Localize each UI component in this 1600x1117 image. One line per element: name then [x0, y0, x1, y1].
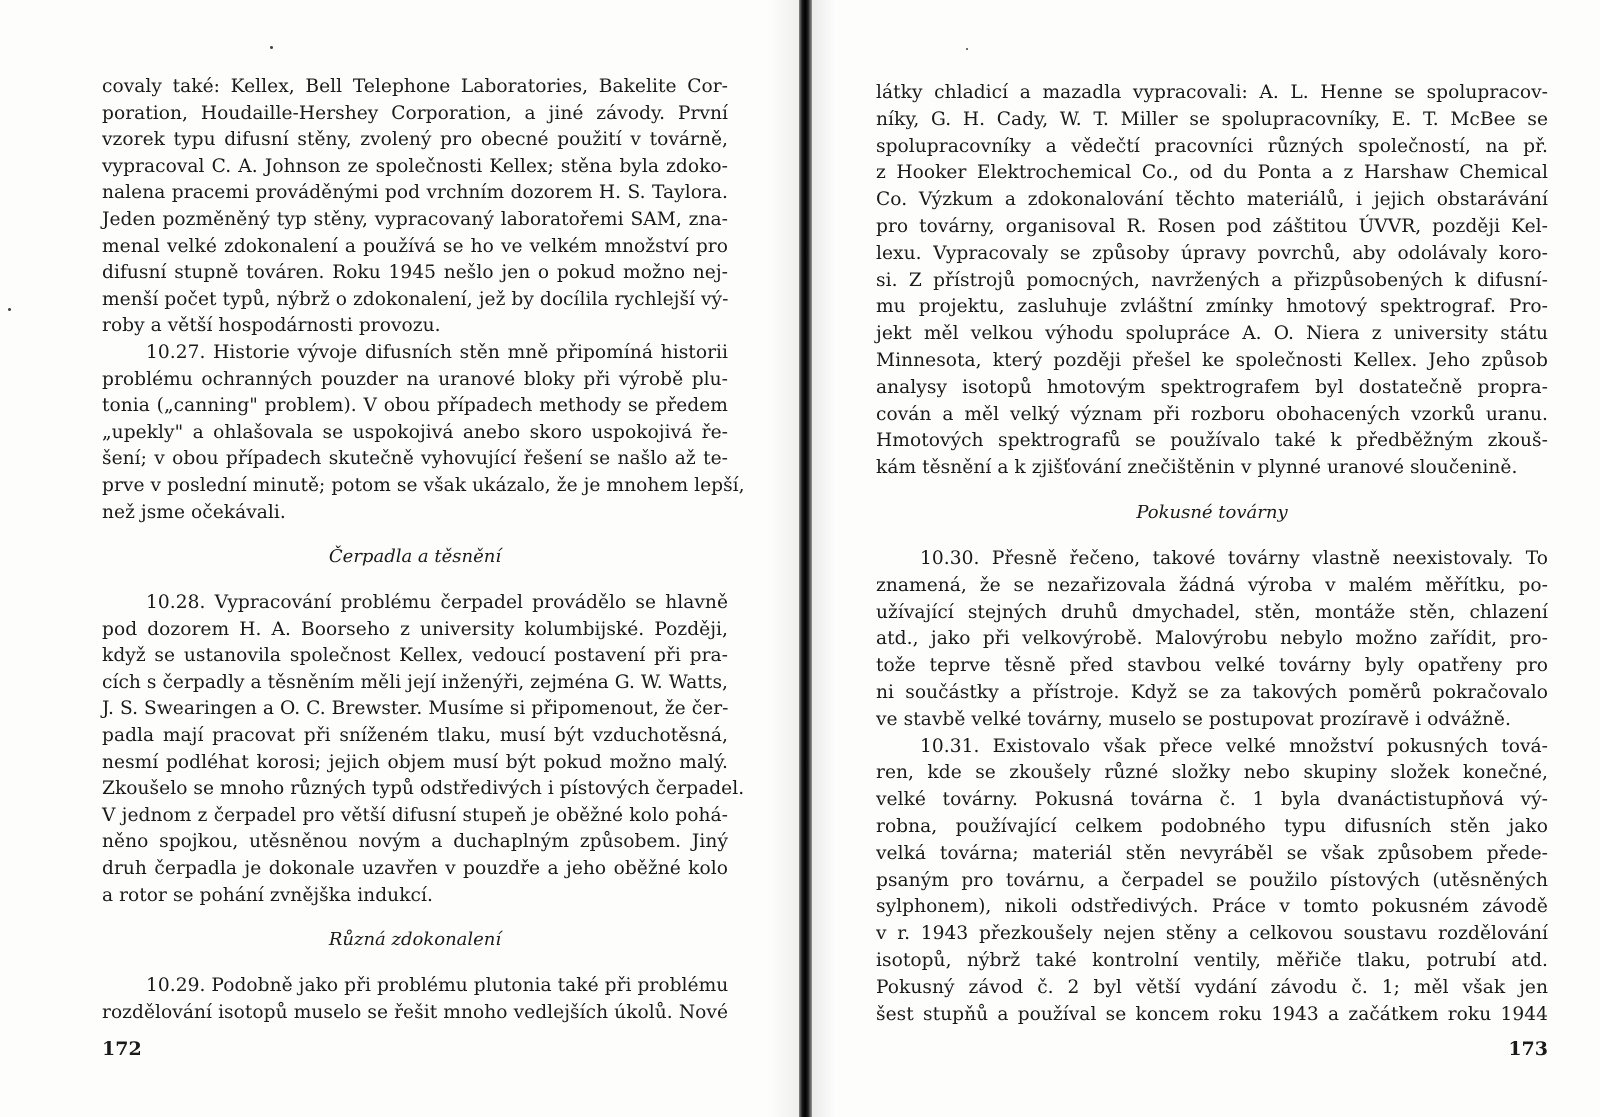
text-line: a rotor se pohání zvnějška indukcí.: [102, 884, 433, 906]
text-line: velká továrna; materiál stěn nevyráběl se však způsobem přede-: [876, 842, 1548, 864]
text-line: mu projektu, zasluhuje zvláštní zmínky hmotový spektrograf. Pro-: [876, 296, 1548, 318]
text-line: ve stavbě velké továrny, muselo se postupovat prozíravě i odvážně.: [876, 708, 1511, 730]
text-line: analysy isotopů hmotovým spektrografem byl dostatečně propra-: [876, 376, 1548, 398]
text-line: cích s čerpadly a těsněním měli její inženýři, zejména G. W. Watts,: [102, 671, 729, 693]
text-line: rozdělování isotopů muselo se řešit mnoho vedlejších úkolů. Nové: [102, 1001, 728, 1023]
text-line: J. S. Swearingen a O. C. Brewster. Musíme si připomenout, že čer-: [102, 698, 729, 720]
page-number-right: 173: [1508, 1038, 1548, 1060]
paragraph-start-10-28: 10.28. Vypracování problému čerpadel provádělo se hlavně: [146, 592, 728, 614]
text-line: Zkoušelo se mnoho různých typů odstředivých i pístových čerpadel.: [102, 778, 745, 800]
text-line: ren, kde se zkoušely různé složky nebo skupiny složek konečné,: [876, 762, 1548, 784]
page-number-left: 172: [102, 1038, 142, 1060]
section-heading-pokusne-tovarny: Pokusné továrny: [1136, 501, 1288, 523]
text-line: tonia („canning" problem). V obou případech methody se předem: [102, 395, 728, 417]
text-line: menší počet typů, nýbrž o zdokonalení, jež by docílila rychlejší vý-: [102, 288, 729, 310]
text-line: nesmí podléhat korosi; jejich objem musí být pokud možno malý.: [102, 751, 728, 773]
text-line: menal velké zdokonalení a používá se ho ve velkém množství pro: [102, 235, 728, 257]
text-line: když se ustanovila společnost Kellex, vedoucí postavení při pra-: [102, 645, 728, 667]
text-line: tože teprve těsně před stavbou velké továrny byly opatřeny pro: [876, 655, 1548, 677]
text-line: „upekly" a ohlašovala se uspokojivá anebo skoro uspokojivá ře-: [102, 421, 728, 443]
text-line: znamená, že se nezařizovala žádná výroba v malém měřítku, po-: [876, 574, 1548, 596]
section-heading-ruzna-zdokonaleni: Různá zdokonalení: [328, 929, 502, 951]
gutter-shadow: [770, 0, 799, 1117]
text-line: spolupracovníky a vědečtí pracovníci různých společností, na př.: [876, 135, 1548, 157]
text-line: lexu. Vypracovaly se způsoby úpravy povrchů, aby odolávaly koro-: [876, 242, 1548, 264]
text-line: něno spojkou, utěsněnou novým a duchaplným způsobem. Jiný: [102, 831, 728, 853]
text-line: kám těsnění a k zjišťování znečištěnin v plynné uranové sloučenině.: [876, 457, 1518, 479]
text-line: atd., jako při velkovýrobě. Malovýrobu nebylo možno zařídit, pro-: [876, 628, 1548, 650]
text-line: ni součástky a přístroje. Když se za takových poměrů pokračovalo: [876, 681, 1548, 703]
text-line: padla mají pracovat při sníženém tlaku, musí být vzduchotěsná,: [102, 725, 728, 747]
text-line: cován a měl velký význam při rozboru obohacených vzorků uranu.: [876, 403, 1548, 425]
text-line: difusní stupně továren. Roku 1945 nešlo jen o pokud možno nej-: [102, 262, 728, 284]
text-line: nalena pracemi prováděnými pod vrchním dozorem H. S. Taylora.: [102, 182, 728, 204]
text-line: isotopů, nýbrž také kontrolní ventily, měřiče tlaku, potrubí atd.: [876, 949, 1548, 971]
text-line: sylphonem), nikoli odstředivých. Práce v tomto pokusném závodě: [876, 896, 1548, 918]
text-line: robna, používající celkem podobného typu difusních stěn jako: [876, 815, 1548, 837]
paragraph-start-10-31: 10.31. Existovalo však přece velké množství pokusných tová-: [920, 735, 1548, 757]
text-line: prve v poslední minutě; potom se však ukázalo, že je mnohem lepší,: [102, 474, 745, 496]
text-line: jekt měl velkou výhodu spolupráce A. O. Niera z university státu: [876, 323, 1548, 345]
text-line: Pokusný závod č. 2 byl větší vydání závodu č. 1; měl však jen: [876, 976, 1548, 998]
text-line: pod dozorem H. A. Boorseho z university kolumbijské. Později,: [102, 618, 728, 640]
text-line: psaným pro továrnu, a čerpadel se použilo pístových (utěsněných: [876, 869, 1548, 891]
text-line: Jeden pozměněný typ stěny, vypracovaný laboratořemi SAM, zna-: [102, 208, 728, 230]
text-line: vypracoval C. A. Johnson ze společnosti Kellex; stěna byla zdoko-: [102, 155, 728, 177]
text-line: pro továrny, organisoval R. Rosen pod záštitou ÚVVR, později Kel-: [876, 215, 1548, 237]
paragraph-start-10-29: 10.29. Podobně jako při problému plutonia také při problému: [146, 975, 729, 997]
text-line: Hmotových spektrografů se používalo také k předběžným zkouš-: [876, 430, 1548, 452]
text-line: vzorek typu difusní stěny, zvolený pro obecné použití v továrně,: [102, 129, 728, 151]
text-line: z Hooker Elektrochemical Co., od du Ponta a z Harshaw Chemical: [876, 162, 1548, 184]
paper-speck: [8, 308, 11, 311]
text-line: poration, Houdaille-Hershey Corporation, a jiné závody. První: [102, 102, 728, 124]
text-line: roby a větší hospodárnosti provozu.: [102, 315, 441, 337]
paper-speck: [966, 48, 968, 50]
section-heading-cerpadla: Čerpadla a těsnění: [328, 546, 502, 568]
text-line: druh čerpadla je dokonale uzavřen v pouzdře a jeho oběžné kolo: [102, 858, 728, 880]
right-page: [812, 0, 1600, 1117]
text-line: si. Z přístrojů pomocných, navržených a přizpůsobených k difusní-: [876, 269, 1548, 291]
text-line: Co. Výzkum a zdokonalování těchto materiálů, i jejich obstarávání: [876, 189, 1548, 211]
text-line: látky chladicí a mazadla vypracovali: A. L. Henne se spolupracov-: [876, 82, 1548, 103]
text-line: v r. 1943 přezkoušely nejen stěny a celkovou soustavu rozdělování: [876, 923, 1548, 945]
text-line: Minnesota, který později přešel ke společnosti Kellex. Jeho způsob: [876, 349, 1548, 371]
text-line: velké továrny. Pokusná továrna č. 1 byla dvanáctistupňová vý-: [876, 789, 1548, 811]
text-line: covaly také: Kellex, Bell Telephone Laboratories, Bakelite Cor-: [102, 76, 728, 97]
paragraph-start-10-30: 10.30. Přesně řečeno, takové továrny vlastně neexistovaly. To: [920, 547, 1548, 569]
text-line: problému ochranných pouzder na uranové bloky při výrobě plu-: [102, 368, 728, 390]
book-gutter: [799, 0, 812, 1117]
text-line: V jednom z čerpadel pro větší difusní stupeň je oběžné kolo pohá-: [102, 804, 728, 826]
text-line: níky, G. H. Cady, W. T. Miller se spolupracovníky, E. T. McBee se: [876, 108, 1548, 130]
text-line: šení; v obou případech skutečně vyhovující řešení se našlo až te-: [102, 448, 728, 470]
text-line: než jsme očekávali.: [102, 501, 286, 523]
paragraph-start-10-27: 10.27. Historie vývoje difusních stěn mně připomíná historii: [146, 341, 728, 363]
text-line: šest stupňů a používal se koncem roku 1943 a začátkem roku 1944: [876, 1003, 1548, 1025]
paper-speck: [270, 46, 273, 49]
text-line: užívající stejných druhů dmychadel, stěn, montáže stěn, chlazení: [876, 601, 1548, 623]
